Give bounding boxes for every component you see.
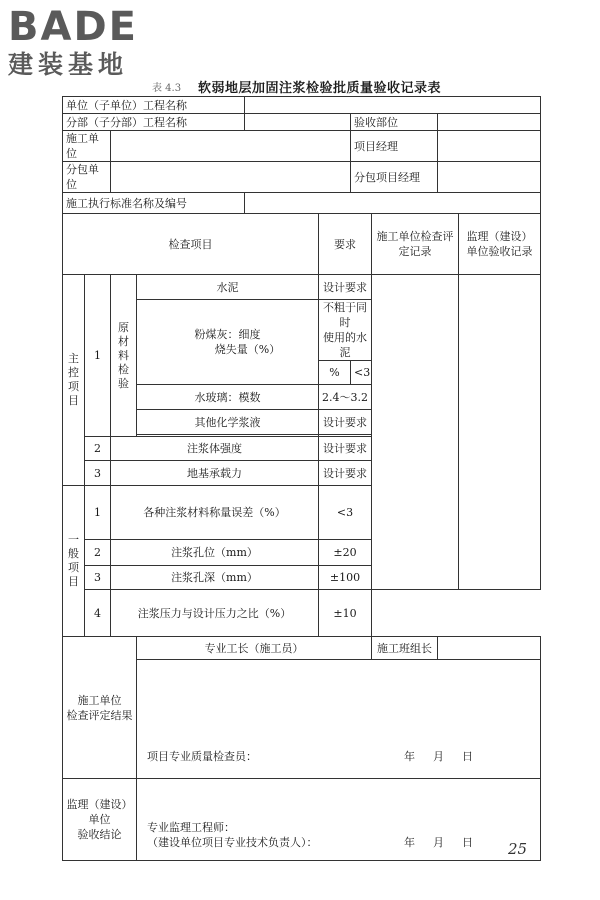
unit-project-name-label: 单位（子单位）工程名称 xyxy=(63,97,245,114)
flyash-sub-left: % xyxy=(319,361,351,385)
construction-record-header: 施工单位检查评定记录 xyxy=(372,214,459,275)
logo-subtext: 建装基地 xyxy=(8,50,129,79)
construction-unit-value[interactable] xyxy=(111,131,351,162)
item-number: 4 xyxy=(85,590,111,637)
waterglass-item: 水玻璃：模数 xyxy=(137,385,319,410)
item-number: 3 xyxy=(85,461,111,486)
supervision-conclusion-label xyxy=(63,779,137,861)
general-item-name: 注浆孔深（mm） xyxy=(111,566,319,590)
construction-tech-lead-label: （建设单位项目专业技术负责人）： xyxy=(147,836,318,849)
info-row-project xyxy=(63,97,541,114)
inspection-result-label-line2: 检查评定结果 xyxy=(66,708,133,722)
general-item-requirement: <3 xyxy=(319,486,372,540)
general-item-requirement: ±20 xyxy=(319,540,372,566)
flyash-req-line1: 不粗于同时 xyxy=(323,301,367,329)
general-item-requirement: ±10 xyxy=(319,590,372,637)
flyash-item xyxy=(137,300,319,385)
supervision-engineer-label: 专业监理工程师： xyxy=(147,821,235,834)
item-number: 3 xyxy=(85,566,111,590)
supervision-label-line1: 监理（建设）单位 xyxy=(66,798,133,826)
supervision-date: 年月日 xyxy=(404,836,491,849)
info-row-standard xyxy=(63,193,541,214)
raw-material-group-label: 原材料检验 xyxy=(111,275,137,437)
supervision-label-line2: 验收结论 xyxy=(77,828,122,841)
strength-requirement: 设计要求 xyxy=(319,437,372,461)
inspection-signature-row xyxy=(63,637,541,660)
item-number: 1 xyxy=(85,275,111,437)
cement-item: 水泥 xyxy=(137,275,319,300)
chemical-requirement: 设计要求 xyxy=(319,410,372,435)
inspection-item-header: 检查项目 xyxy=(63,214,319,275)
supervision-conclusion-row xyxy=(63,779,541,861)
bearing-requirement: 设计要求 xyxy=(319,461,372,486)
flyash-requirement xyxy=(319,300,372,361)
supervision-record-header: 监理（建设）单位验收记录 xyxy=(459,214,541,275)
acceptance-part-value[interactable] xyxy=(438,114,541,131)
flyash-fineness: 粉煤灰：细度 xyxy=(194,328,261,341)
requirement-header: 要求 xyxy=(319,214,372,275)
subpart-project-name-label: 分部（子分部）工程名称 xyxy=(63,114,245,131)
subcontract-unit-label: 分包单位 xyxy=(63,162,111,193)
flyash-sub-right: <3 xyxy=(351,361,372,385)
info-row-subcontract xyxy=(63,162,541,193)
inspection-result-label-line1: 施工单位 xyxy=(77,693,122,707)
bearing-item: 地基承载力 xyxy=(111,461,319,486)
inspection-date: 年月日 xyxy=(404,750,491,763)
supervision-record-cell[interactable] xyxy=(459,275,541,590)
project-manager-label: 项目经理 xyxy=(351,131,438,162)
supervision-conclusion-cell[interactable] xyxy=(137,779,541,861)
page-title: 软弱地层加固注浆检验批质量验收记录表 xyxy=(198,81,442,96)
table-number: 表 4.3 xyxy=(152,83,182,94)
construction-record-cell[interactable] xyxy=(372,275,459,590)
strength-item: 注浆体强度 xyxy=(111,437,319,461)
general-item-requirement: ±100 xyxy=(319,566,372,590)
page-number: 25 xyxy=(508,840,528,858)
team-leader-value[interactable] xyxy=(438,637,541,660)
main-row-cement xyxy=(63,275,541,300)
item-number: 1 xyxy=(85,486,111,540)
item-number: 2 xyxy=(85,540,111,566)
column-header-row xyxy=(63,214,541,275)
info-row-subpart xyxy=(63,114,541,131)
general-items-label: 一般项目 xyxy=(63,486,85,637)
qc-inspector-label: 项目专业质量检查员： xyxy=(147,750,257,763)
subcontract-manager-value[interactable] xyxy=(438,162,541,193)
info-row-construction xyxy=(63,131,541,162)
acceptance-record-table xyxy=(62,96,541,861)
inspection-result-cell[interactable] xyxy=(137,660,541,779)
standard-name-label: 施工执行标准名称及编号 xyxy=(63,193,245,214)
main-control-label: 主控项目 xyxy=(63,275,85,486)
subpart-project-name-value[interactable] xyxy=(245,114,351,131)
general-item-name: 注浆压力与设计压力之比（%） xyxy=(111,590,319,637)
logo xyxy=(8,6,138,80)
standard-name-value[interactable] xyxy=(245,193,541,214)
flyash-loss: 烧失量（%） xyxy=(214,343,281,356)
general-item-name: 各种注浆材料称量误差（%） xyxy=(111,486,319,540)
inspection-result-label xyxy=(63,637,137,779)
subcontract-manager-label: 分包项目经理 xyxy=(351,162,438,193)
chemical-item: 其他化学浆液 xyxy=(137,410,319,435)
general-row-4 xyxy=(63,590,541,637)
team-leader-label: 施工班组长 xyxy=(372,637,438,660)
item-number: 2 xyxy=(85,437,111,461)
general-item-name: 注浆孔位（mm） xyxy=(111,540,319,566)
cement-requirement: 设计要求 xyxy=(319,275,372,300)
foreman-label: 专业工长（施工员） xyxy=(137,637,372,660)
subcontract-unit-value[interactable] xyxy=(111,162,351,193)
unit-project-name-value[interactable] xyxy=(245,97,541,114)
acceptance-part-label: 验收部位 xyxy=(351,114,438,131)
project-manager-value[interactable] xyxy=(438,131,541,162)
flyash-req-line2: 使用的水泥 xyxy=(323,331,367,359)
construction-unit-label: 施工单位 xyxy=(63,131,111,162)
waterglass-requirement: 2.4～3.2 xyxy=(319,385,372,410)
logo-text: BADE xyxy=(8,4,138,50)
